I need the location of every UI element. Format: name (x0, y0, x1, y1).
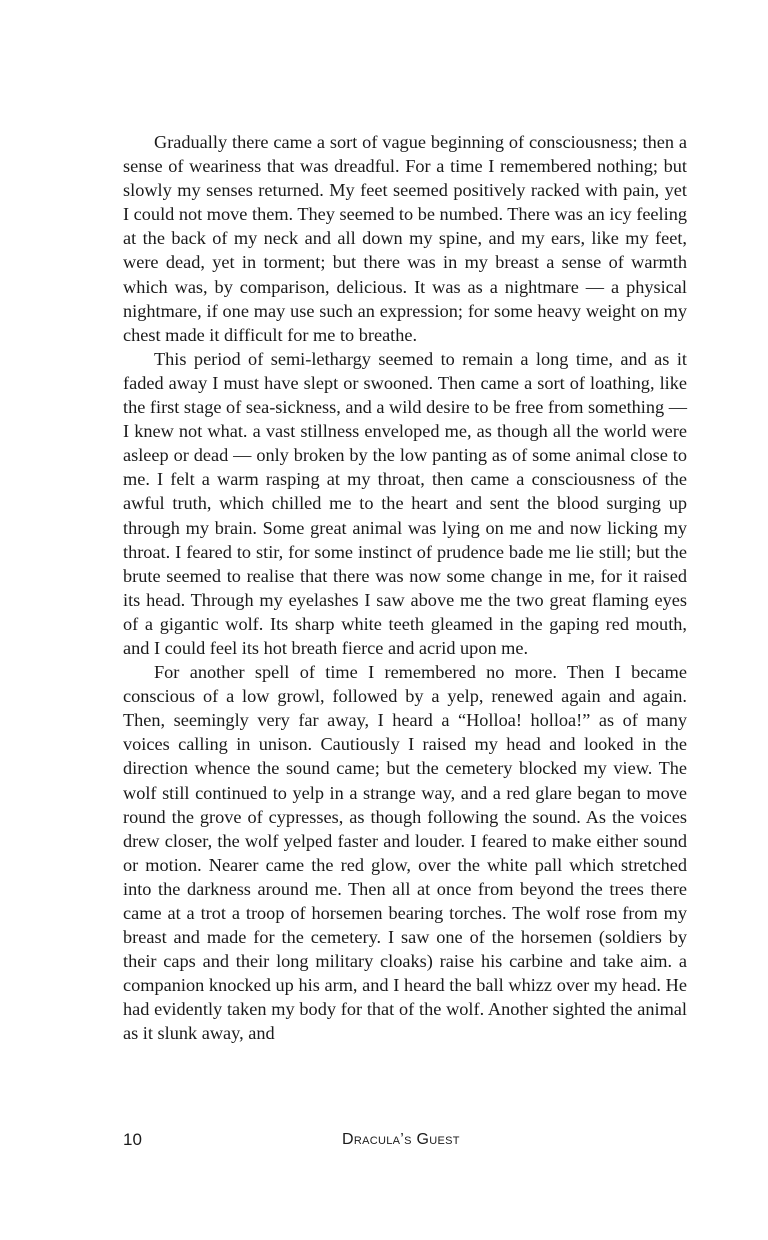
paragraph-2: This period of semi-lethargy seemed to remain a long time, and as it faded away I must have slept or swooned. Then came a sort of loathing, like the first stage of sea-sickness, and a wild desire to be free from something — I knew not what. a vast stillness enveloped me, as though all the world were asleep or dead — only broken by the low panting as of some animal close to me. I felt a warm rasping at my throat, then came a consciousness of the awful truth, which chilled me to the heart and sent the blood surging up through my brain. Some great animal was lying on me and now licking my throat. I feared to stir, for some instinct of prudence bade me lie still; but the brute seemed to realise that there was now some change in me, for it raised its head. Through my eyelashes I saw above me the two great flaming eyes of a gigantic wolf. Its sharp white teeth gleamed in the gaping red mouth, and I could feel its hot breath fierce and acrid upon me. (123, 348, 688, 658)
body-text (123, 130, 687, 1046)
running-title: Dracula’s Guest (342, 1131, 460, 1148)
page-footer (123, 1130, 687, 1154)
paragraph-3: For another spell of time I remembered no more. Then I became conscious of a low growl, followed by a yelp, renewed again and again. Then, seemingly very far away, I heard a “Holloa! holloa!” as of many voices calling in unison. Cautiously I raised my head and looked in the direction whence the sound came; but the cemetery blocked my view. The wolf still continued to yelp in a strange way, and a red glare began to move round the grove of cypresses, as though following the sound. As the voices drew closer, the wolf yelped faster and louder. I feared to make either sound or motion. Nearer came the red glow, over the white pall which stretched into the darkness around me. Then all at once from beyond the trees there came at a trot a troop of horsemen bearing torches. The wolf rose from my breast and made for the cemetery. I saw one of the horsemen (soldiers by their caps and their long military cloaks) raise his carbine and take aim. a companion knocked up his arm, and I heard the ball whizz over my head. He had evidently taken my body for that of the wolf. Another sighted the animal as it slunk away, and (123, 662, 687, 1044)
page-number: 10 (123, 1130, 142, 1149)
paragraph-1: Gradually there came a sort of vague beginning of consciousness; then a sense of weariness that was dreadful. For a time I remembered nothing; but slowly my senses returned. My feet seemed positively racked with pain, yet I could not move them. They seemed to be numbed. There was an icy feeling at the back of my neck and all down my spine, and my ears, like my feet, were dead, yet in torment; but there was in my breast a sense of warmth which was, by comparison, delicious. It was as a nightmare — a physical nightmare, if one may use such an expression; for some heavy weight on my chest made it difficult for me to breathe. (123, 132, 687, 345)
